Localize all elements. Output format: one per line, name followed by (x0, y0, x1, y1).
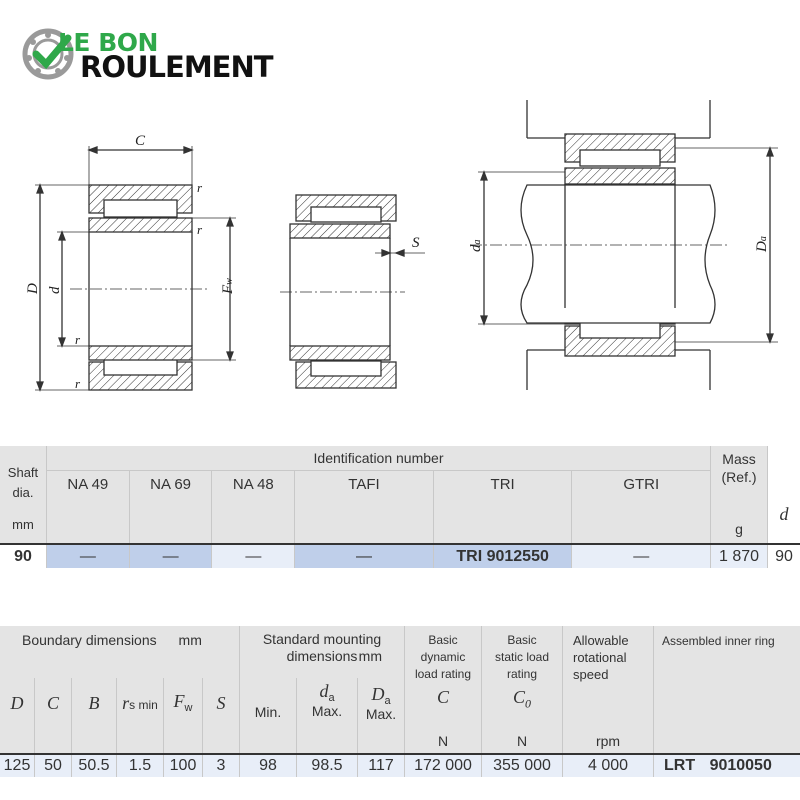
static-title: Basic static load rating (494, 633, 550, 681)
Da-header: $D_a$ Max. (358, 678, 405, 728)
static-value: 355 000 (482, 754, 563, 777)
dim-r-label: r (75, 376, 81, 391)
tafi-value: — (295, 544, 434, 568)
da-min-label: Min. (240, 678, 297, 728)
na69-value: — (129, 544, 212, 568)
dim-d-label: d (47, 286, 63, 294)
boundary-unit: mm (178, 632, 202, 648)
dim-fw-label: Fw (220, 278, 236, 294)
mounted-view (470, 100, 778, 390)
mounting-unit: mm (358, 648, 382, 664)
c-dyn-symbol: C (436, 687, 449, 707)
boundary-title (0, 626, 240, 678)
sym-S: S (203, 678, 240, 728)
C-value: 50 (35, 754, 72, 777)
bearing-drawing (0, 90, 800, 440)
S-value: 3 (203, 754, 240, 777)
col-tafi: TAFI (295, 470, 434, 498)
col-tri: TRI (433, 470, 572, 498)
static-header (482, 626, 563, 728)
dim-s-label: S (412, 235, 420, 251)
shaft-dia-header (0, 446, 46, 544)
da-max-value: 98.5 (297, 754, 358, 777)
col-na48: NA 48 (212, 470, 295, 498)
dim-r-label: r (75, 332, 81, 347)
col-gtri: GTRI (572, 470, 711, 498)
unit-n-static: N (482, 728, 563, 754)
tri-value: TRI 9012550 (433, 544, 572, 568)
d-value: 90 (767, 544, 800, 568)
sym-D: D (0, 678, 35, 728)
c-static-symbol: $C_0$ (512, 687, 531, 711)
section-view-middle (280, 195, 425, 388)
unit-n-dyn: N (405, 728, 482, 754)
mounting-title (240, 626, 405, 678)
sym-Fw: $F_w$ (164, 678, 203, 728)
sym-r: rs min (117, 678, 164, 728)
r-value: 1.5 (117, 754, 164, 777)
speed-value: 4 000 (563, 754, 654, 777)
B-value: 50.5 (72, 754, 117, 777)
mass-value: 1 870 (711, 544, 768, 568)
sym-da: d (319, 680, 329, 701)
Da-max-value: 117 (358, 754, 405, 777)
logo-line2: ROULEMENT (80, 50, 273, 84)
shaft-dia-label: Shaft dia. (7, 464, 39, 500)
col-na69: NA 69 (129, 470, 212, 498)
dim-D-label: D (25, 283, 41, 294)
shaft-value: 90 (0, 544, 46, 568)
inner-ring-prefix: LRT (664, 757, 696, 774)
unit-rpm: rpm (563, 728, 654, 754)
table-row (0, 754, 800, 777)
da-header: $d_a$ Max. (297, 678, 358, 728)
Fw-value: 100 (164, 754, 203, 777)
dimensions-table (0, 626, 800, 777)
d-header: d (767, 446, 800, 544)
section-view-left (35, 146, 236, 390)
da-max-label: Max. (311, 703, 343, 720)
dim-r-label: r (197, 222, 203, 237)
inner-ring-code: 9010050 (709, 757, 772, 774)
speed-header: Allowable rotational speed (563, 626, 654, 728)
dim-Da-label: Da (754, 236, 770, 252)
na48-value: — (212, 544, 295, 568)
mounting-title-text: Standard mounting dimensions (262, 631, 382, 664)
inner-ring-header (654, 626, 800, 754)
mass-label: Mass (Ref.) (721, 451, 757, 485)
mass-header (711, 446, 768, 544)
sym-Da: D (371, 683, 385, 704)
dim-c-label: C (135, 133, 146, 149)
sym-B: B (72, 678, 117, 728)
inner-ring-value (654, 754, 800, 777)
dyn-title: Basic dynamic load rating (414, 633, 472, 681)
dim-da-label: da (468, 239, 484, 252)
identification-table (0, 446, 800, 568)
dyn-value: 172 000 (405, 754, 482, 777)
logo-line1: LE BON (58, 28, 158, 57)
mass-unit: g (735, 521, 743, 537)
col-na49: NA 49 (46, 470, 129, 498)
da-min-value: 98 (240, 754, 297, 777)
inner-ring-title: Assembled inner ring (662, 634, 775, 648)
shaft-unit: mm (12, 516, 34, 532)
na49-value: — (46, 544, 129, 568)
Da-max-label: Max. (365, 706, 397, 723)
ident-title: Identification number (46, 446, 710, 470)
dyn-header (405, 626, 482, 728)
sym-C: C (35, 678, 72, 728)
table-row (0, 544, 800, 568)
dim-r-label: r (197, 180, 203, 195)
gtri-value: — (572, 544, 711, 568)
boundary-title-text: Boundary dimensions (22, 632, 157, 648)
D-value: 125 (0, 754, 35, 777)
